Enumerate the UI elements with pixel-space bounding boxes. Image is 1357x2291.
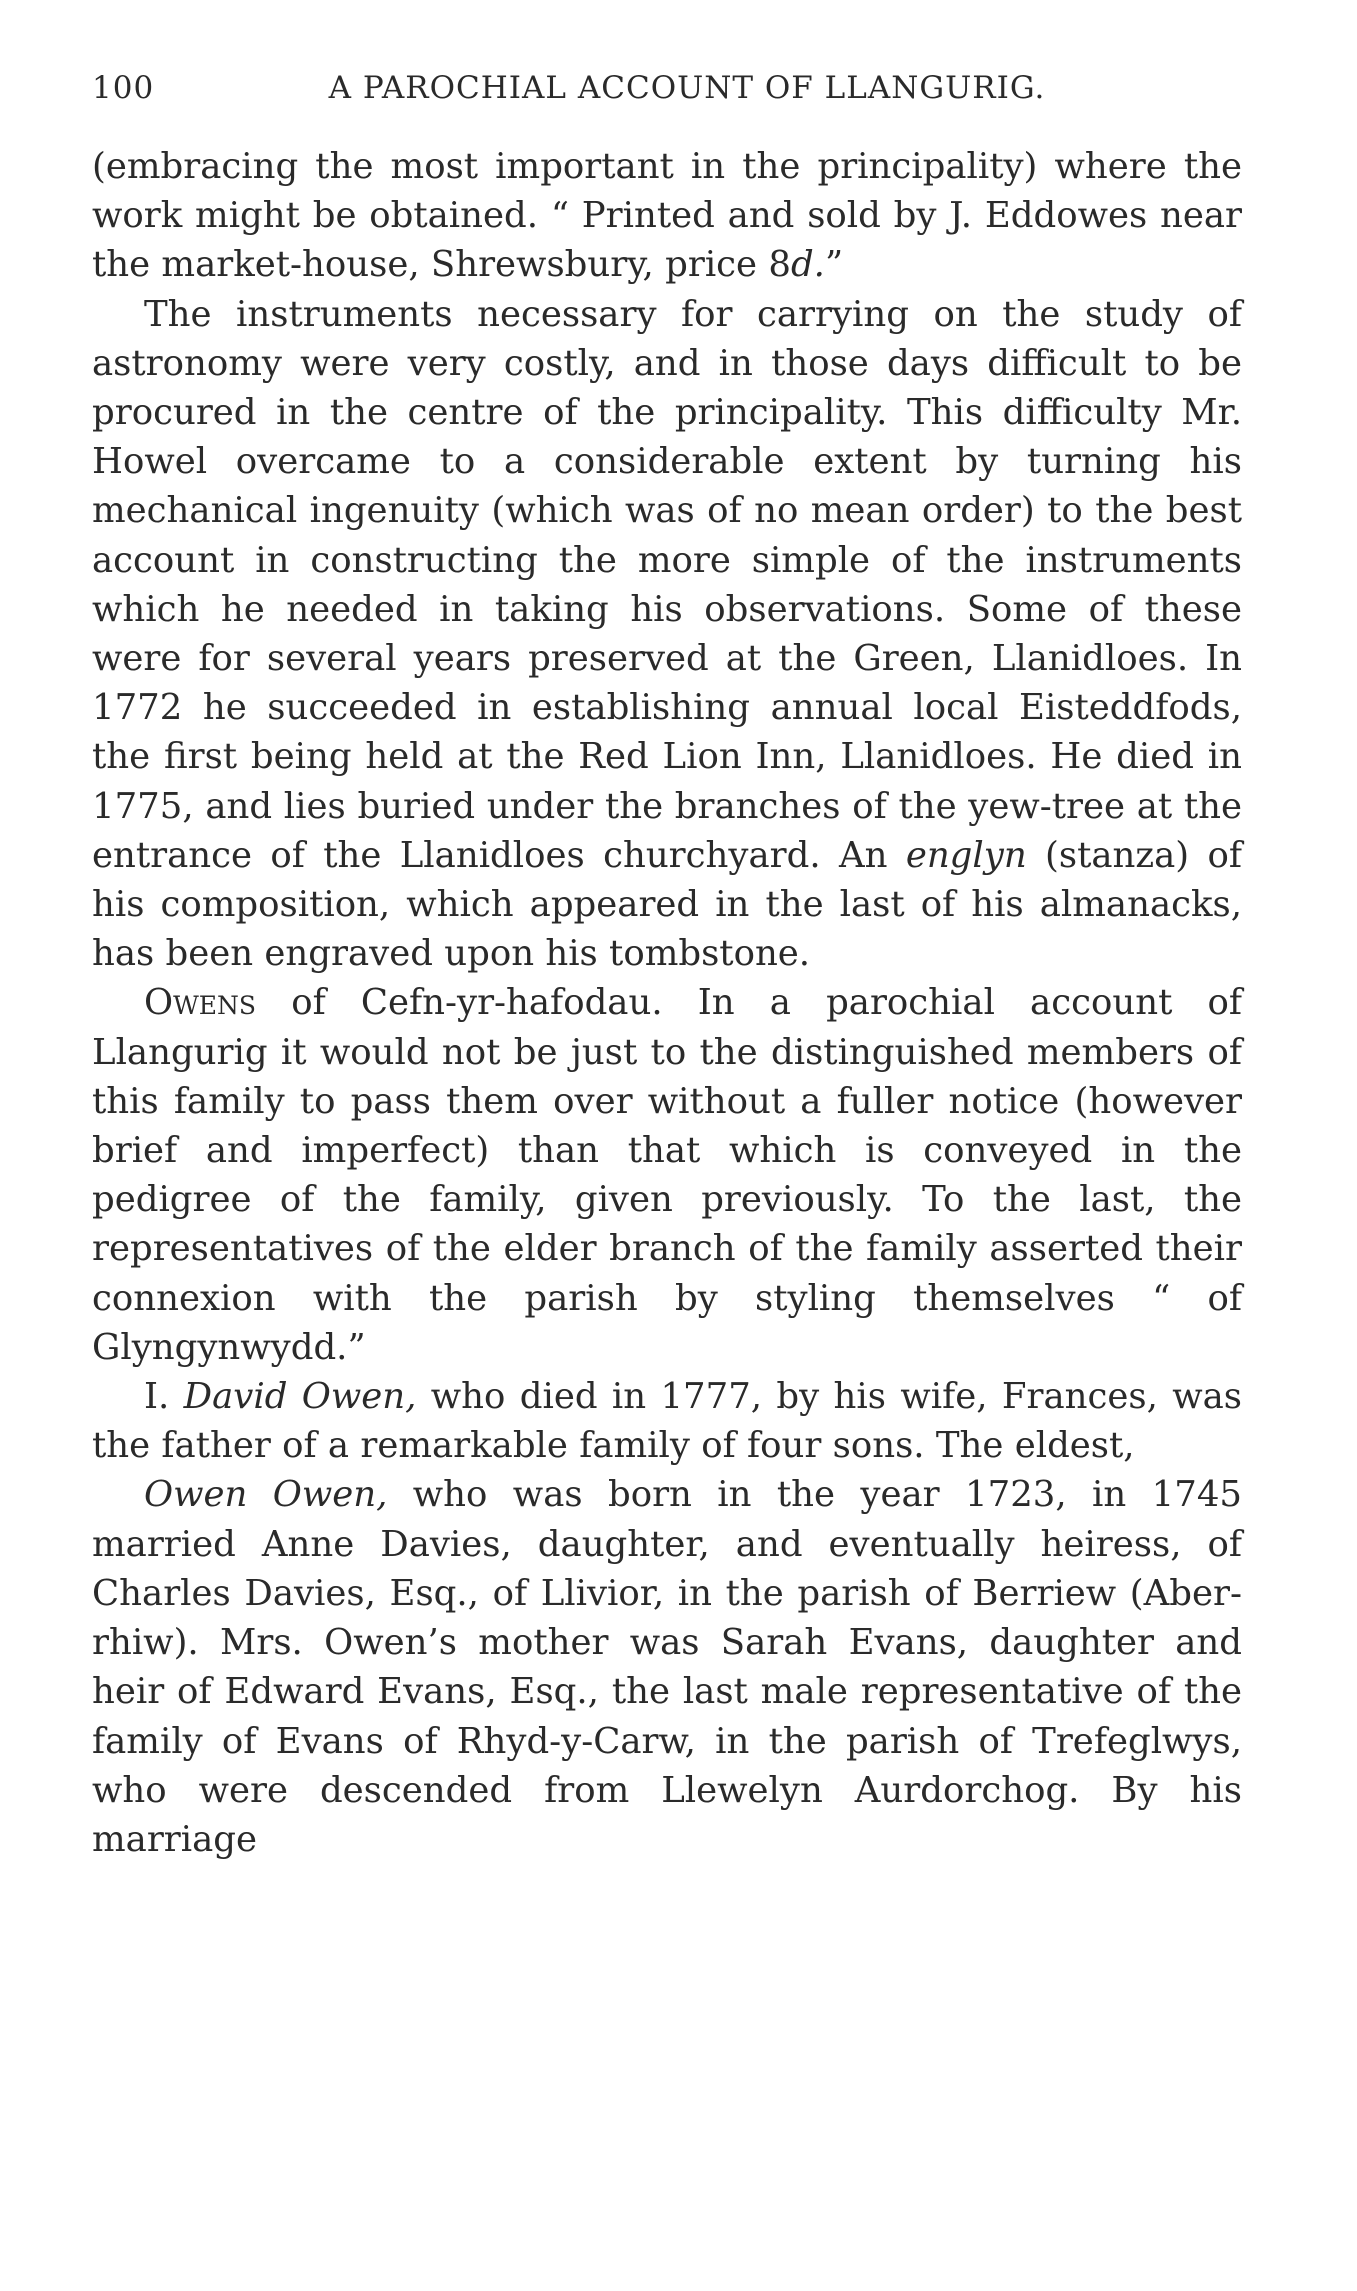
text-run: ”	[824, 244, 844, 286]
paragraph	[92, 978, 1242, 1372]
running-title: A PAROCHIAL ACCOUNT OF LLANGURIG.	[328, 70, 1046, 106]
text-run: The instruments necessary for carrying on the study of astronomy were very costly, and in those days difficult to be procured in the centre of the principality. This difficulty Mr. Howel overcame to a considerable extent by turning his mechanical ingenuity (which was of no mean order) to the best account in constructing the more simple of the instruments which he needed in taking his observations. Some of these were for several years preserved at the Green, Llanidloes. In 1772 he succeeded in establishing annual local Eisteddfods, the first being held at the Red Lion Inn, Llanidloes. He died in 1775, and lies buried under the branches of the yew-tree at the entrance of the Llanidloes churchyard. An	[92, 293, 1242, 876]
italic-text: Owen Owen,	[144, 1474, 388, 1516]
italic-text: d.	[790, 244, 825, 286]
text-run: who was born in the year 1723, in 1745 married Anne Davies, daughter, and eventually heiress, of Charles Davies, Esq., of Llivior, in the parish of Berriew (Aber-rhiw). Mrs. Owen’s mother was Sarah Evans, daughter and heir of Edward Evans, Esq., the last male representative of the family of Evans of Rhyd-y-Carw, in the parish of Trefeglwys, who were descended from Llewelyn Aurdorchog. By his marriage	[92, 1474, 1242, 1860]
small-caps-text: Owens	[144, 982, 257, 1024]
text-run: (stanza) of his composition, which appeared in the last of his almanacks, has been engraved upon his tombstone.	[92, 834, 1242, 975]
italic-text: David Owen,	[183, 1376, 417, 1418]
book-page	[92, 70, 1242, 1864]
text-run: I.	[144, 1376, 184, 1418]
paragraph	[92, 142, 1242, 290]
text-run: of Cefn-yr-hafodau. In a parochial account of Llangurig it would not be just to the distinguished members of this family to pass them over without a fuller notice (however brief and imperfect) than that which is conveyed in the pedigree of the family, given previously. To the last, the representatives of the elder branch of the family asserted their connexion with the parish by styling themselves “ of Glyngynwydd.”	[92, 982, 1242, 1368]
page-number: 100	[92, 70, 155, 106]
running-head	[92, 70, 1242, 116]
paragraph	[92, 1372, 1242, 1470]
text-run: (embracing the most important in the principality) where the work might be obtained. “ Printed and sold by J. Eddowes near the market-house, Shrewsbury, price 8	[92, 146, 1242, 286]
body-text	[92, 142, 1242, 1864]
paragraph	[92, 1470, 1242, 1864]
italic-text: englyn	[905, 834, 1027, 876]
text-run: who died in 1777, by his wife, Frances, was the father of a remarkable family of four sons. The eldest,	[92, 1376, 1242, 1467]
paragraph	[92, 290, 1242, 979]
